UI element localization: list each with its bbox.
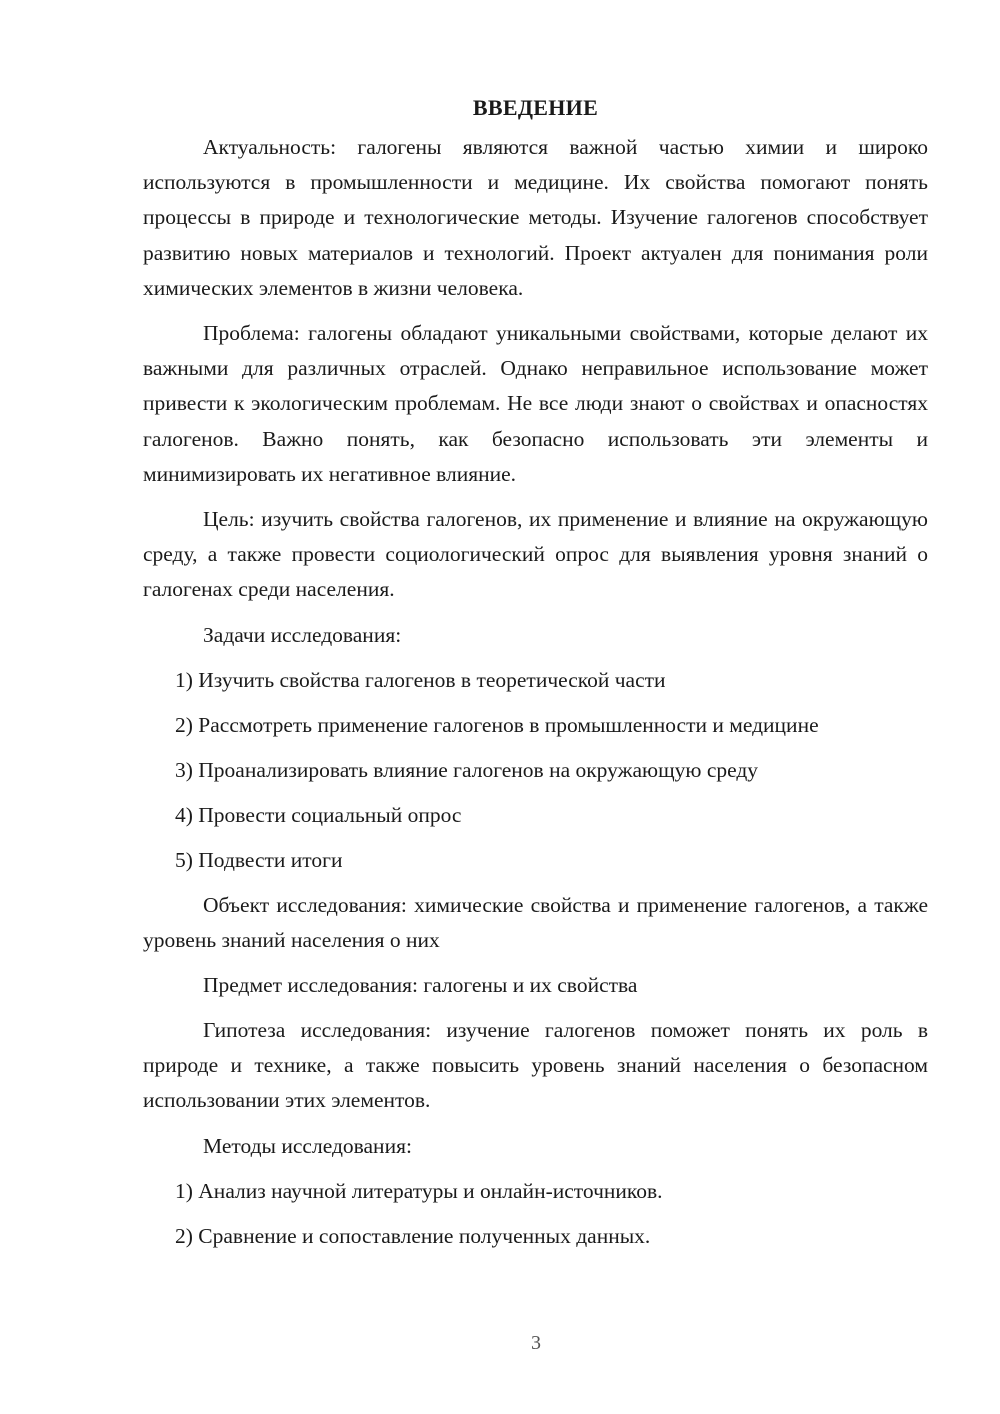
list-item: 1) Изучить свойства галогенов в теоретической части	[175, 667, 666, 692]
list-item: 4) Провести социальный опрос	[175, 802, 462, 827]
document-page	[143, 92, 928, 1264]
problem-paragraph: Проблема: галогены обладают уникальными свойствами, которые делают их важными для различных отраслей. Однако неправильное использование может привести к экологическим проблемам. Не все люди знают о свойствах и опасностях галогенов. Важно понять, как безопасно использовать эти элементы и минимизировать их негативное влияние.	[143, 321, 928, 486]
list-item: 3) Проанализировать влияние галогенов на окружающую среду	[175, 757, 759, 782]
list-item: 1) Анализ научной литературы и онлайн-источников.	[175, 1178, 663, 1203]
object-paragraph: Объект исследования: химические свойства и применение галогенов, а также уровень знаний населения о них	[143, 892, 928, 952]
tasks-title: Задачи исследования:	[203, 622, 402, 647]
page-number: 3	[531, 1332, 541, 1354]
methods-list	[143, 1174, 928, 1254]
relevance-paragraph: Актуальность: галогены являются важной частью химии и широко используются в промышленности и медицине. Их свойства помогают понять процессы в природе и технологические методы. Изучение галогенов способствует развитию новых материалов и технологий. Проект актуален для понимания роли химических элементов в жизни человека.	[143, 135, 928, 300]
page-title: ВВЕДЕНИЕ	[472, 95, 599, 120]
methods-title: Методы исследования:	[203, 1133, 412, 1158]
list-item: 2) Сравнение и сопоставление полученных данных.	[175, 1223, 651, 1248]
subject-paragraph: Предмет исследования: галогены и их свойства	[203, 973, 638, 998]
list-item: 2) Рассмотреть применение галогенов в промышленности и медицине	[175, 712, 819, 737]
list-item: 5) Подвести итоги	[175, 847, 343, 872]
hypothesis-paragraph: Гипотеза исследования: изучение галогенов поможет понять их роль в природе и технике, а также повысить уровень знаний населения о безопасном использовании этих элементов.	[143, 1018, 928, 1113]
tasks-list	[143, 663, 928, 878]
goal-paragraph: Цель: изучить свойства галогенов, их применение и влияние на окружающую среду, а также провести социологический опрос для выявления уровня знаний о галогенах среди населения.	[143, 507, 928, 602]
